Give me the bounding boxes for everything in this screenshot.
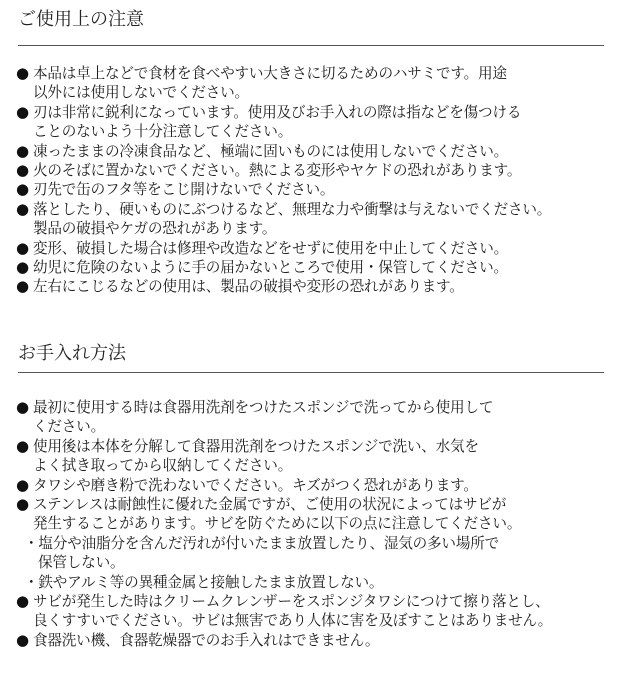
list-item [16,200,628,219]
list-item [16,142,628,161]
item-text: 刃は非常に鋭利になっています。使用及びお手入れの際は指などを傷つける [33,103,522,121]
item-text: 使用後は本体を分解して食器用洗剤をつけたスポンジで洗い、水気を [33,437,479,455]
list-item-continuation: 以外には使用しないでください。 [33,84,249,102]
item-text: 食器洗い機、食器乾燥器でのお手入れはできません。 [33,631,380,649]
list-item [16,103,628,122]
item-text: 左右にこじるなどの使用は、製品の破損や変形の恐れがあります。 [33,278,464,296]
list-item-continuation: ください。 [33,418,105,436]
list-item [16,277,628,296]
section-title-care-method: お手入れ方法 [18,343,126,364]
bullet-icon: ● [16,436,29,455]
list-item [16,161,628,180]
section-title-usage-cautions: ご使用上の注意 [18,9,144,30]
usage-cautions-list [16,64,628,297]
bullet-icon: ● [16,141,29,160]
list-item-continuation: ことのないよう十分注意してください。 [33,123,293,141]
item-text: 刃先で缶のフタ等をこじ開けないでください。 [33,181,335,199]
list-item [16,64,628,83]
item-text: 本品は卓上などで食材を食べやすい大きさに切るためのハサミです。用途 [33,65,507,82]
bullet-icon: ● [16,475,29,494]
item-text: 変形、破損した場合は修理や改造などをせずに使用を中止してください。 [33,239,508,257]
bullet-icon: ● [16,592,29,611]
list-item [16,239,628,258]
list-item [16,476,628,495]
sub-list-item-continuation: 保管しない。 [38,554,125,572]
sub-list-item: ・鉄やアルミ等の異種金属と接触したまま放置しない。 [24,573,384,591]
item-text: 幼児に危険のないように手の届かないところで使用・保管してください。 [33,259,508,277]
list-item [16,398,628,417]
list-item [16,592,628,611]
bullet-icon: ● [16,64,29,82]
list-item [16,437,628,456]
bullet-icon: ● [16,102,29,121]
item-text: 最初に使用する時は食器用洗剤をつけたスポンジで洗ってから使用して [33,399,494,416]
item-text: 落としたり、硬いものにぶつけるなど、無理な力や衝撃は与えないでください。 [33,200,552,218]
bullet-icon: ● [16,258,29,277]
care-method-list [16,398,628,650]
sub-list-item: ・塩分や油脂分を含んだ汚れが付いたまま放置したり、湿気の多い場所で [24,534,499,552]
list-item-continuation: 発生することがあります。サビを防ぐために以下の点に注意してください。 [33,515,522,533]
section-divider [18,372,604,373]
item-text: サビが発生した時はクリームクレンザーをスポンジタワシにつけて擦り落とし、 [33,593,550,611]
list-item-continuation: よく拭き取ってから収納してください。 [33,457,293,475]
bullet-icon: ● [16,277,29,296]
list-item [16,631,628,650]
item-text: 火のそばに置かないでください。熱による変形やヤケドの恐れがあります。 [33,162,522,180]
bullet-icon: ● [16,238,29,257]
list-item [16,495,628,514]
list-item-continuation: 良くすすいでください。サビは無害であり人体に害を及ぼすことはありません。 [33,612,553,630]
bullet-icon: ● [16,398,29,416]
bullet-icon: ● [16,161,29,180]
list-item [16,180,628,199]
bullet-icon: ● [16,630,29,649]
bullet-icon: ● [16,495,29,514]
bullet-icon: ● [16,180,29,199]
item-text: ステンレスは耐蝕性に優れた金属ですが、ご使用の状況によってはサビが [33,496,507,514]
item-text: 凍ったままの冷凍食品など、極端に固いものには使用しないでください。 [33,142,508,160]
list-item [16,258,628,277]
bullet-icon: ● [16,199,29,218]
list-item-continuation: 製品の破損やケガの恐れがあります。 [33,220,277,238]
item-text: タワシや磨き粉で洗わないでください。キズがつく恐れがあります。 [33,476,478,494]
section-divider [18,45,604,46]
